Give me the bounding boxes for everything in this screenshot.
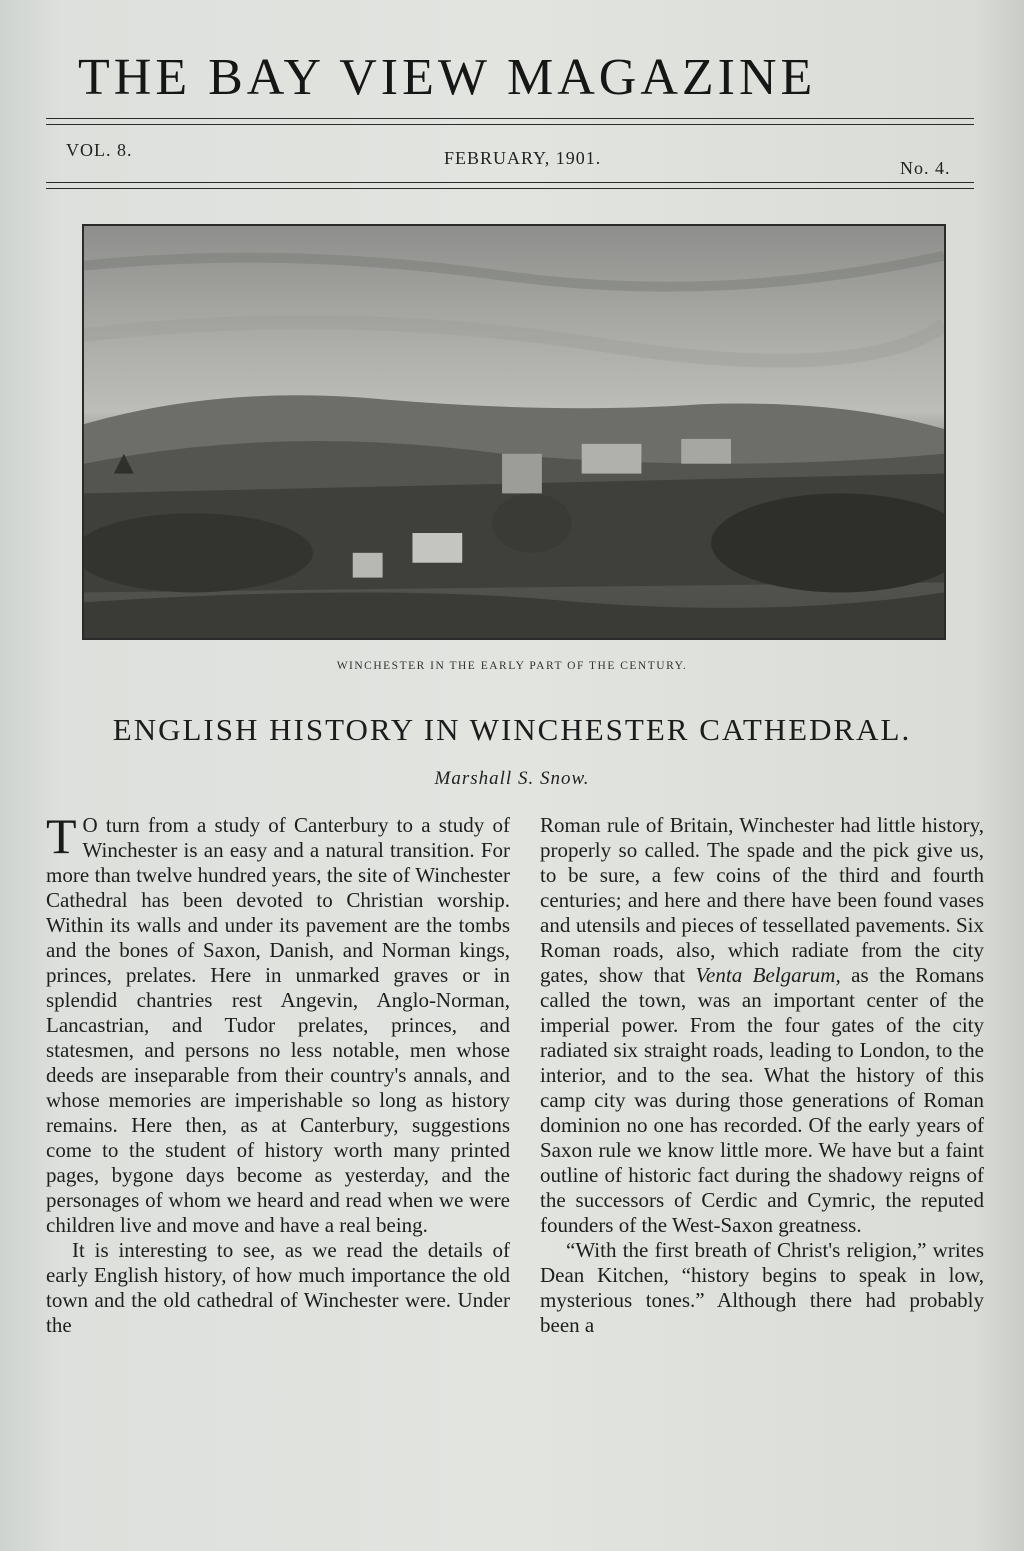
masthead-rule-bottom bbox=[46, 182, 974, 183]
engraving-illustration bbox=[84, 226, 944, 638]
winchester-engraving bbox=[82, 224, 946, 640]
paragraph-3-text-a: Roman rule of Britain, Winchester had little history, properly so called. The spade and the pick give us, to be sure, a few coins of the third and fourth centuries; and here and there have been found vases and utensils and pieces of tessellated pavements. Six Roman roads, also, which radiate from the city gates, show that bbox=[540, 813, 984, 987]
latin-place-name: Venta Belgarum, bbox=[695, 963, 841, 987]
issue-number: No. 4. bbox=[900, 158, 951, 178]
article-column-right bbox=[540, 813, 984, 1338]
masthead-rule-top-inner bbox=[46, 124, 974, 125]
figure-caption: WINCHESTER IN THE EARLY PART OF THE CENTURY. bbox=[336, 660, 688, 672]
issue-date: FEBRUARY, 1901. bbox=[444, 148, 602, 168]
paragraph-3-text-b: as the Romans called the town, was an important center of the imperial power. From the four gates of the city radiated six straight roads, leading to London, to the interior, and to the sea. What the history of this camp city was during those generations of Roman dominion no one has recorded. Of the early years of Saxon rule we know little more. We have but a faint outline of historic fact during the shadowy reigns of the successors of Cerdic and Cymric, the reputed founders of the West-Saxon greatness. bbox=[540, 963, 985, 1237]
article-author: Marshall S. Snow. bbox=[434, 768, 590, 789]
paragraph-1-text: O turn from a study of Canterbury to a study of Winchester is an easy and a natural transition. For more than twelve hundred years, the site of Winchester Cathedral has been devoted to Christian worship. Within its walls and under its pavement are the tombs and the bones of Saxon, Danish, and Norman kings, princes, prelates. Here in unmarked graves or in splendid chantries rest Angevin, Anglo-Norman, Lancastrian, and Tudor prelates, princes, and statesmen, and persons no less notable, men whose deeds are inseparable from their country's annals, and whose memories are imperishable so long as history remains. Here then, as at Canterbury, suggestions come to the student of history worth many printed pages, bygone days become as yesterday, and the personages of whom we heard and read when we were children live and move and have a real being. bbox=[46, 813, 510, 1237]
article-paragraph-1 bbox=[46, 808, 510, 1238]
masthead-rule-bottom-inner bbox=[46, 188, 974, 189]
article-paragraph-2: It is interesting to see, as we read the details of early English history, of how much importance the old town and the old cathedral of Winchester were. Under the bbox=[46, 1238, 510, 1337]
article-paragraph-3 bbox=[540, 813, 984, 1238]
volume-label: VOL. 8. bbox=[66, 140, 133, 160]
drop-cap: T bbox=[46, 808, 77, 864]
article-title: ENGLISH HISTORY IN WINCHESTER CATHEDRAL. bbox=[112, 712, 912, 747]
masthead-rule-top bbox=[46, 118, 974, 119]
article-column-left bbox=[46, 808, 510, 1338]
masthead-title: THE BAY VIEW MAGAZINE bbox=[78, 49, 817, 106]
article-paragraph-4: “With the first breath of Christ's religion,” writes Dean Kitchen, “history begins to speak in low, mysterious tones.” Although there had probably been a bbox=[540, 1238, 984, 1337]
